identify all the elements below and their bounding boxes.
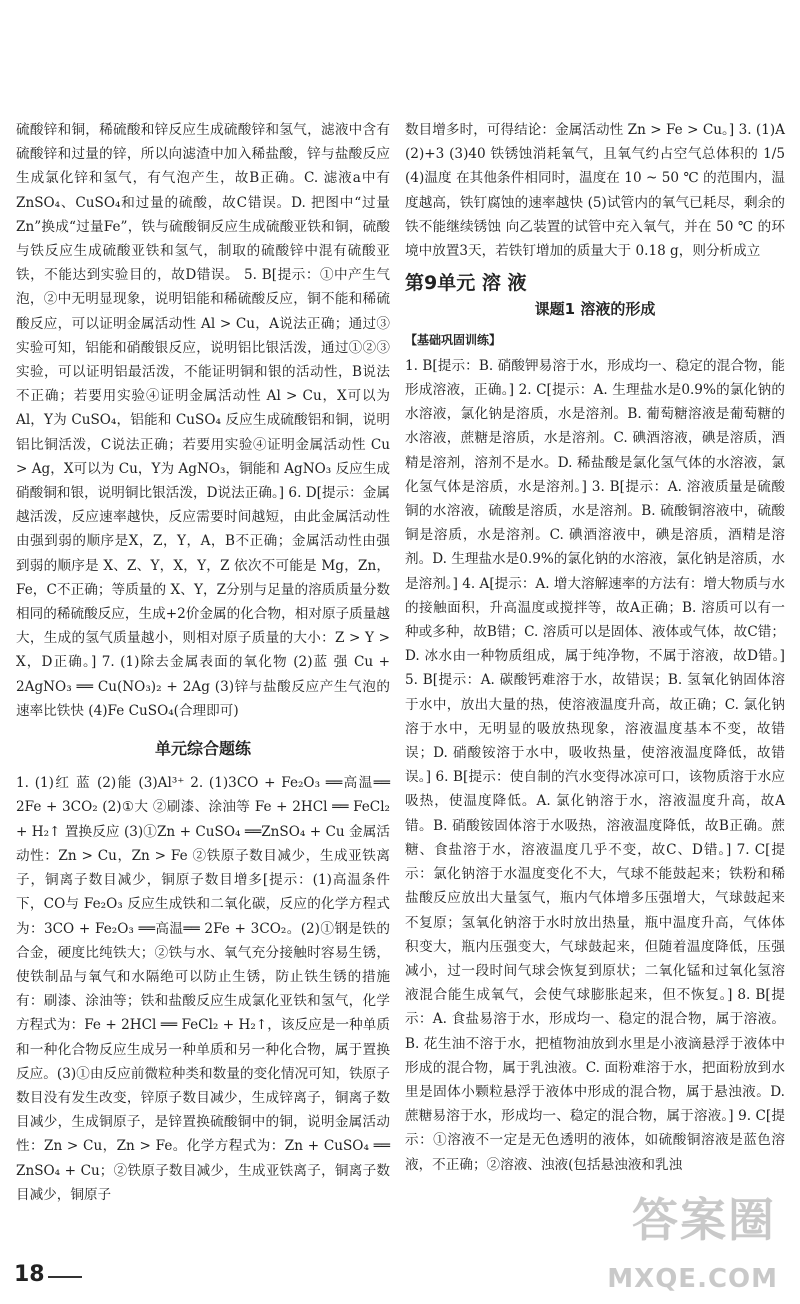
unit-title: 第9单元 溶 液 (405, 272, 527, 295)
right-paragraph-1: 数目增多时，可得结论：金属活动性 Zn > Fe > Cu。] 3. (1)A (2)+3 (3)40 铁锈蚀消耗氧气，且氧气约占空气总体积的 1/5 (4)温度 在其他条件相同时，温度在 10 ~ 50 ℃ 的范围内，温度越高，铁钉腐蚀的速率越快 (5)试管内的氧气已耗尽，剩余的铁不能继续锈蚀 向乙装置的试管中充入氧气，并在 50 ℃ 的环境中放置3天，若铁钉增加的质量大于 0.18 g，则分析成立 (405, 122, 785, 260)
watermark-bottom: MXQE.COM (607, 1264, 778, 1294)
right-column (405, 118, 785, 1177)
page-number: 18 (14, 1262, 45, 1287)
left-column (16, 118, 390, 1207)
right-paragraph-2: 1. B[提示：B. 硝酸钾易溶于水，形成均一、稳定的混合物，能形成溶液，正确。] 2. C[提示：A. 生理盐水是0.9%的氯化钠的水溶液，氯化钠是溶质，水是溶剂。B. 葡萄糖溶液是葡萄糖的水溶液，蔗糖是溶质，水是溶剂。C. 碘酒溶液，碘是溶质，酒精是溶剂，溶剂不是水。D. 稀盐酸是氯化氢气体的水溶液，氯化氢气体是溶质，水是溶剂。] 3. B[提示：A. 溶液质量是硫酸铜的水溶液，硫酸是溶质，水是溶剂。B. 硫酸铜溶液中，硫酸铜是溶质，水是溶剂。C. 碘酒溶液中，碘是溶质，酒精是溶剂。D. 生理盐水是0.9%的氯化钠的水溶液，氯化钠是溶质，水是溶剂。] 4. A[提示：A. 增大溶解速率的方法有：增大物质与水的接触面积，升高温度或搅拌等，故A正确；B. 溶质可以有一种或多种，故B错；C. 溶质可以是固体、液体或气体，故C错；D. 冰水由一种物质组成，属于纯净物，不属于溶液，故D错。] 5. B[提示：A. 碳酸钙难溶于水，故错误；B. 氢氧化钠固体溶于水中，放出大量的热，使溶液温度升高，故正确；C. 氯化钠溶于水中，无明显的吸放热现象，溶液温度基本不变，故错误；D. 硝酸铵溶于水中，吸收热量，使溶液温度降低，故错误。] 6. B[提示：使自制的汽水变得冰凉可口，该物质溶于水应吸热，使温度降低。A. 氯化钠溶于水，溶液温度升高，故A错。B. 硝酸铵固体溶于水吸热，溶液温度降低，故B正确。蔗糖、食盐溶于水，溶液温度几乎不变，故C、D错。] 7. C[提示：氯化钠溶于水温度变化不大，气球不能鼓起来；铁粉和稀盐酸反应放出大量氢气，瓶内气体增多压强增大，气球鼓起来不复原；氢氧化钠溶于水时放出热量，瓶中温度升高，气体体积变大，瓶内压强变大，气球鼓起来，但随着温度降低，压强减小，过一段时间气球会恢复到原状；二氧化锰和过氧化氢溶液混合能生成氧气，会使气球膨胀起来，但不恢复。] 8. B[提示：A. 食盐易溶于水，形成均一、稳定的混合物，属于溶液。B. 花生油不溶于水，把植物油放到水里是小液滴悬浮于液体中形成的混合物，属于乳浊液。C. 面粉难溶于水，把面粉放到水里是固体小颗粒悬浮于液体中形成的混合物，属于悬浊液。D. 蔗糖易溶于水，形成均一、稳定的混合物，属于溶液。] 9. C[提示：①溶液不一定是无色透明的液体，如硫酸铜溶液是蓝色溶液，不正确；②溶液、浊液(包括悬浊液和乳浊 (405, 357, 785, 1173)
lesson-title: 课题1 溶液的形成 (534, 300, 656, 319)
left-paragraph-2: 1. (1)红 蓝 (2)能 (3)Al³⁺ 2. (1)3CO + Fe₂O₃ ══高温══ 2Fe + 3CO₂ (2)①大 ②刷漆、涂油等 Fe + 2HCl ══ FeCl₂ + H₂↑ 置换反应 (3)①Zn + CuSO₄ ══ZnSO₄ + Cu 金属活动性：Zn > Cu，Zn > Fe ②铁原子数目减少，生成亚铁离子，铜离子数目减少，铜原子数目增多[提示：(1)高温条件下，CO与 Fe₂O₃ 反应生成铁和二氧化碳，反应的化学方程式为：3CO + Fe₂O₃ ══高温══ 2Fe + 3CO₂。(2)①钢是铁的合金，硬度比纯铁大；②铁与水、氧气充分接触时容易生锈，使铁制品与氧气和水隔绝可以防止生锈，防止铁生锈的措施有：刷漆、涂油等；铁和盐酸反应生成氯化亚铁和氢气，化学方程式为：Fe + 2HCl ══ FeCl₂ + H₂↑，该反应是一种单质和一种化合物反应生成另一种单质和另一种化合物，属于置换反应。(3)①由反应前微粒种类和数量的变化情况可知，铁原子数目没有发生改变，锌原子数目减少，生成锌离子，铜离子数目减少，生成铜原子，是锌置换硫酸铜中的铜，说明金属活动性：Zn > Cu，Zn > Fe。化学方程式为：Zn + CuSO₄ ══ ZnSO₄ + Cu；②铁原子数目减少，生成亚铁离子，铜离子数目减少，铜原子 (16, 775, 390, 1203)
left-paragraph-1: 硫酸锌和铜，稀硫酸和锌反应生成硫酸锌和氢气，滤液中含有硫酸锌和过量的锌，所以向滤渣中加入稀盐酸，锌与盐酸反应生成氯化锌和氢气，有气泡产生，故B正确。C. 滤液a中有ZnSO₄、CuSO₄和过量的硫酸，故C错误。D. 把图中“过量Zn”换成“过量Fe”，铁与硫酸铜反应生成硫酸亚铁和铜，硫酸与铁反应生成硫酸亚铁和氢气，制取的硫酸锌中混有硫酸亚铁，不能达到实验目的，故D错误。 5. B[提示：①中产生气泡，②中无明显现象，说明铝能和稀硫酸反应，铜不能和稀硫酸反应，可以证明金属活动性 Al > Cu，A说法正确；通过③实验可知，铝能和硝酸银反应，说明铝比银活泼，通过①②③实验，可以证明铝最活泼，不能证明铜和银的活动性，B说法不正确；若要用实验④证明金属活动性 Al > Cu，X可以为 Al，Y为 CuSO₄，铝能和 CuSO₄ 反应生成硫酸铝和铜，说明铝比铜活泼，C说法正确；若要用实验④证明金属活动性 Cu > Ag，X可以为 Cu，Y为 AgNO₃，铜能和 AgNO₃ 反应生成硝酸铜和银，说明铜比银活泼，D说法正确。] 6. D[提示：金属越活泼，反应速率越快，反应需要时间越短，由此金属活动性由强到弱的顺序是X，Z，Y，A，B不正确；金属活动性由强到弱的顺序是 X、Z、Y，X，Y，Z 依次不可能是 Mg，Zn，Fe，C不正确；等质量的 X、Y，Z分别与足量的溶质质量分数相同的稀硫酸反应，生成+2价金属的化合物，相对原子质量越大，生成的氢气质量越小，则相对原子质量的大小：Z > Y > X，D正确。] 7. (1)除去金属表面的氧化物 (2)蓝 强 Cu + 2AgNO₃ ══ Cu(NO₃)₂ + 2Ag (3)锌与盐酸反应产生气泡的速率比铁快 (4)Fe CuSO₄(合理即可) (16, 122, 390, 719)
watermark-top: 答案圈 (632, 1193, 776, 1247)
watermark (596, 1184, 786, 1294)
section-title: 单元综合题练 (154, 739, 251, 759)
page-number-rule (48, 1276, 82, 1278)
exercise-tag: 【基础巩固训练】 (405, 332, 502, 347)
